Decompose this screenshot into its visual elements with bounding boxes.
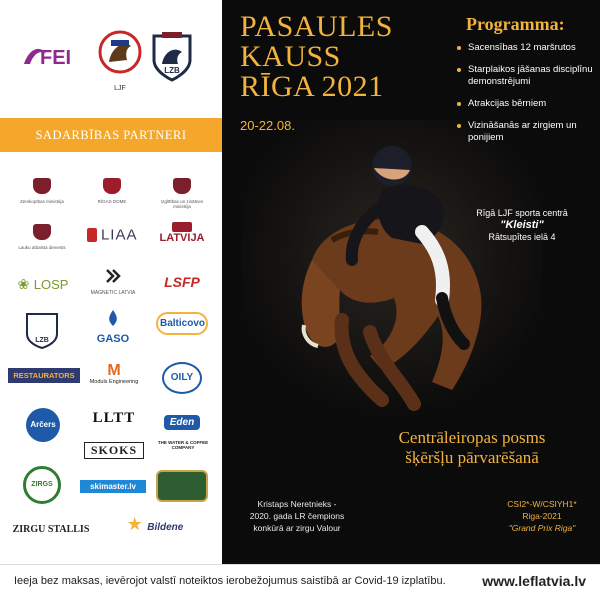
- partner-lauku-atbalsta-dienests: Lauku atbalsta dienests: [18, 224, 66, 250]
- partner-saugeru-zirgs: ZIRGS: [22, 466, 62, 504]
- csi-info: CSI2*-W/CSIYH1* Riga-2021 "Grand Prix Riga": [507, 499, 577, 533]
- partner-losp: ❀ LOSP: [17, 276, 69, 292]
- title-line-3: RĪGA 2021: [240, 70, 384, 103]
- partner-latvija: LATVIJA: [156, 222, 208, 244]
- lzb-logo: [150, 30, 194, 87]
- partner-balticovo: Balticovo: [156, 312, 208, 335]
- venue-address: Rātsupītes ielā 4: [488, 232, 556, 242]
- rider-caption: Kristaps Neretnieks - 2020. gada LR čempions konkūrā ar zirgu Valour: [249, 499, 345, 533]
- venue-info: [448, 207, 596, 243]
- bullet-icon: [457, 124, 461, 128]
- program-title: Programma:: [466, 14, 565, 34]
- partner-green-crest: [156, 470, 206, 502]
- website-link[interactable]: www.leflatvia.lv: [482, 573, 586, 589]
- svg-text:LZB: LZB: [164, 66, 180, 75]
- partner-rigas-dome: RĪGAS DOME: [88, 178, 136, 204]
- title-line-2: KAUSS: [240, 40, 341, 73]
- svg-text:FEI: FEI: [40, 47, 72, 68]
- bullet-icon: [457, 102, 461, 106]
- footer: [0, 564, 600, 600]
- venue-name: "Kleisti": [500, 219, 544, 231]
- partner-zemkopibas-ministrija: Zemkopības ministrija: [18, 178, 66, 204]
- partner-liaa: LIAA: [82, 226, 142, 244]
- partner-magnetic-latvia: MAGNETIC LATVIA: [88, 266, 138, 296]
- left-panel: [0, 0, 222, 564]
- partner-lzb: [20, 310, 64, 355]
- bullet-icon: [457, 68, 461, 72]
- program-item: Starplaikos jāšanas disciplīnu demonstrējumi: [454, 64, 594, 88]
- footer-notice: Ieeja bez maksas, ievērojot valstī noteiktos ierobežojumus saistībā ar Covid-19 izplatību.: [14, 575, 446, 587]
- partner-water-coffee: THE WATER & COFFEE COMPANY: [157, 440, 209, 450]
- event-subtitle: Centrāleiropas posms šķēršļu pārvarēšanā: [398, 428, 546, 467]
- event-dates: 20-22.08.: [240, 118, 295, 133]
- partner-lsfp: LSFP: [164, 274, 200, 290]
- program-item: Vizināšanās ar zirgiem un ponijiem: [454, 120, 594, 144]
- partner-gaso: GASO: [88, 308, 138, 345]
- ljf-label: LJF: [114, 85, 126, 92]
- program-list: [454, 42, 594, 154]
- svg-text:LZB: LZB: [35, 337, 49, 344]
- partner-lltt: LLTT: [92, 410, 136, 426]
- event-panel: [222, 0, 600, 564]
- event-title: [240, 12, 393, 102]
- partner-arcers: Arčers: [22, 408, 64, 442]
- partners-bar: SADARBĪBAS PARTNERI: [0, 118, 222, 152]
- venue-line: Rīgā LJF sporta centrā: [476, 208, 568, 218]
- partner-zirgu-stallis: ZIRGU STALLIS: [12, 524, 90, 535]
- partner-skimaster: skimaster.lv: [80, 480, 146, 493]
- partner-restaurators: RESTAURATORS: [8, 368, 80, 383]
- partner-moduls: M Moduls Engineering: [89, 362, 139, 385]
- program-item: Atrakcijas bērniem: [454, 98, 594, 110]
- program-item: Sacensības 12 maršrutos: [454, 42, 594, 54]
- title-line-1: PASAULES: [240, 10, 393, 43]
- partner-eden: Eden: [156, 412, 208, 430]
- fei-logo: [22, 44, 86, 73]
- partner-oily: OILY: [156, 362, 208, 394]
- horse-rider-image: [242, 120, 542, 420]
- partner-izglitibas-ministrija: Izglītības un zinātnes ministrija: [158, 178, 206, 209]
- ljf-logo: [96, 30, 144, 92]
- bullet-icon: [457, 46, 461, 50]
- partner-bildene: ★ Bildene: [126, 514, 184, 534]
- partner-skoks: SKOKS: [84, 442, 144, 459]
